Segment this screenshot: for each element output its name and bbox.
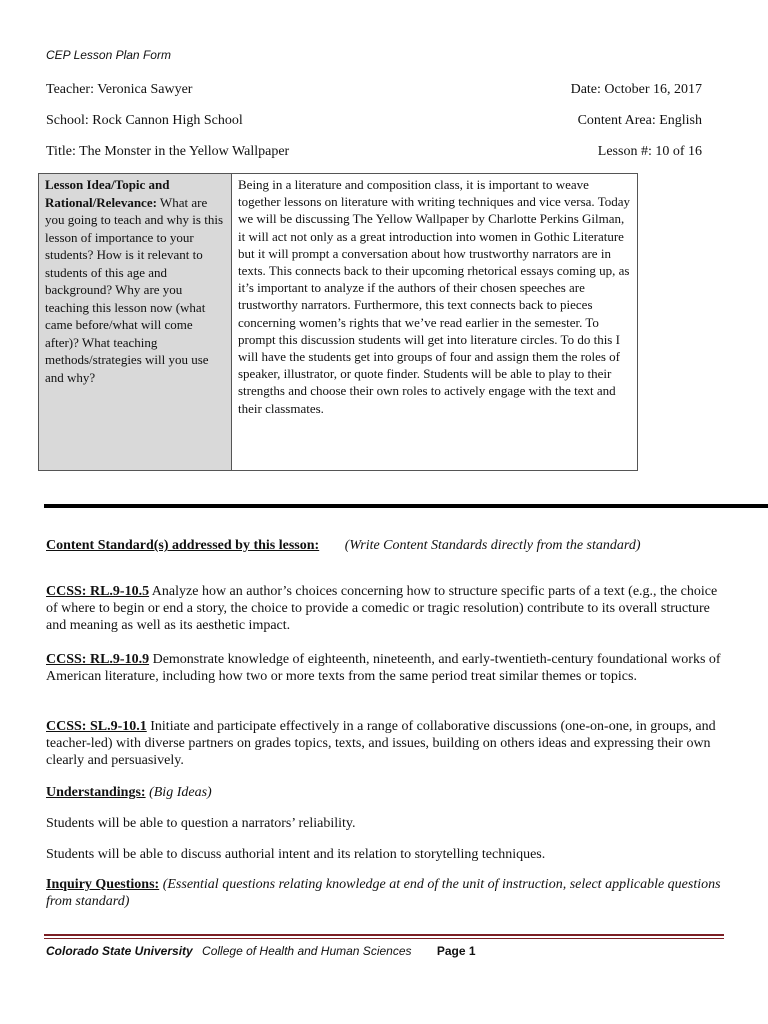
footer-university: Colorado State University [46,944,193,958]
understandings-note: (Big Ideas) [145,785,212,800]
content-standards-heading-line [46,537,730,554]
lesson-idea-response-cell: Being in a literature and composition class, it is important to weave together lessons on literature with writing techniques and vice versa. Today we will be discussing The Yellow Wallpaper by Charlotte Perkins Gilman, it will act not only as a great introduction into women in Gothic Literature but it will prompt a conversation about how trustworthy narrators are in texts. This connects back to their upcoming rhetorical essays coming up, as it’s important to analyze if the authors of their chosen speeches are trustworthy narrators. Furthermore, this text connects back to pieces concerning women’s rights that we’ve read earlier in the semester. To prompt this discussion students will get into literature circles. To do this I will have the students get into groups of four and assign them the roles of speaker, illustrator, or quote finder. Students will be able to play to their strengths and choose their own roles to actively engage with the text and their classmates. [238,177,630,416]
standard-text: Initiate and participate effectively in a range of collaborative discussions (one-on-one, in groups, and teacher-led) with diverse partners on grades topics, texts, and issues, building on others ideas and expressing their own clearly and persuasively. [46,719,716,768]
content-area-field: Content Area: English [577,113,702,128]
header-row-school [46,113,702,131]
content-standards-heading: Content Standard(s) addressed by this lesson: [46,538,320,553]
standard-item [46,651,730,685]
understanding-item: Students will be able to discuss authorial intent and its relation to storytelling techniques. [46,847,546,862]
footer-rule-thin [44,938,724,939]
lesson-idea-prompt: What are you going to teach and why is this lesson of importance to your students? How is it relevant to students of this age and background? Why are you teaching this lesson now (what came before/what will come after)? What teaching methods/strategies will you use and why? [45,194,224,385]
teacher-field: Teacher: Veronica Sawyer [46,82,193,97]
standard-text: Demonstrate knowledge of eighteenth, nineteenth, and early-twentieth-century foundational works of American literature, including how two or more texts from the same period treat similar themes or topics. [46,652,721,684]
lesson-idea-table [38,173,638,471]
understanding-item: Students will be able to question a narrators’ reliability. [46,816,356,831]
standard-item [46,583,730,634]
content-standards-note: (Write Content Standards directly from the standard) [344,538,641,553]
lesson-idea-prompt-cell [39,174,232,470]
date-field: Date: October 16, 2017 [570,82,702,97]
footer-college: College of Health and Human Sciences [202,944,412,958]
header-row-title [46,144,702,162]
footer-page-number: Page 1 [436,944,476,958]
title-field: Title: The Monster in the Yellow Wallpaper [46,144,290,159]
header-row-teacher [46,82,702,100]
section-divider [44,504,768,508]
inquiry-questions-heading: Inquiry Questions: [46,877,160,892]
lesson-number-field: Lesson #: 10 of 16 [597,144,702,159]
inquiry-questions-note: (Essential questions relating knowledge at end of the unit of instruction, select applicable questions from standard) [46,877,721,909]
standard-item [46,718,730,769]
school-field: School: Rock Cannon High School [46,113,243,128]
standard-code: CCSS: SL.9-10.1 [46,719,147,734]
standard-text: Analyze how an author’s choices concerning how to structure specific parts of a text (e.g., the choice of where to begin or end a story, the choice to provide a comedic or tragic resolution) contribute to its overall structure and meaning as well as its aesthetic impact. [46,584,718,633]
lesson-idea-heading: Lesson Idea/Topic and Rational/Relevance: [45,177,170,210]
page-footer [46,944,476,958]
inquiry-questions-line [46,876,730,910]
standard-code: CCSS: RL.9-10.9 [46,652,150,667]
form-label: CEP Lesson Plan Form [46,48,171,62]
standard-code: CCSS: RL.9-10.5 [46,584,150,599]
footer-rule [44,934,724,936]
understandings-heading-line [46,784,730,801]
understandings-heading: Understandings: [46,785,146,800]
